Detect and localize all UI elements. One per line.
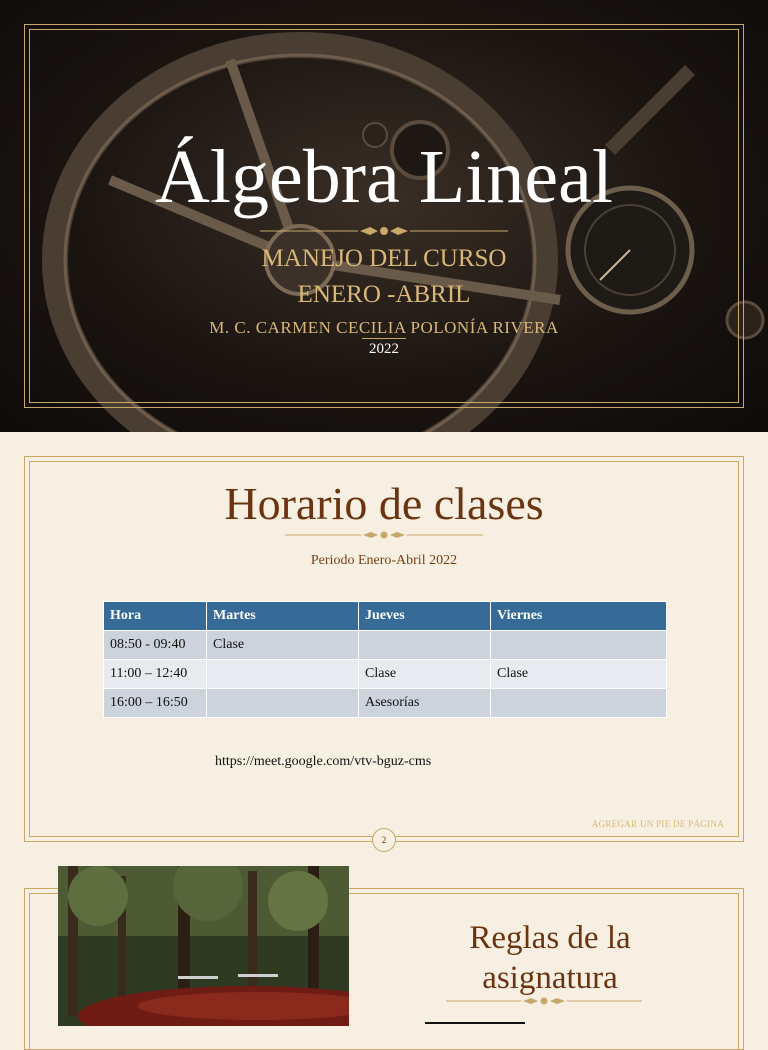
flourish-divider	[285, 529, 483, 541]
year-label: 2022	[369, 341, 399, 357]
table-row	[104, 660, 667, 689]
flourish-divider	[446, 995, 642, 1007]
schedule-slide	[0, 440, 768, 850]
table-cell: 11:00 – 12:40	[104, 660, 207, 689]
table-row	[104, 631, 667, 660]
table-cell: Clase	[207, 631, 359, 660]
rules-title: Reglas de la asignatura	[469, 920, 631, 996]
header-martes: Martes	[207, 602, 359, 631]
slide-title: Álgebra Lineal	[155, 135, 613, 219]
table-cell: Clase	[359, 660, 491, 689]
footer-placeholder: AGREGAR UN PIE DE PÁGINA	[591, 819, 724, 829]
meet-link[interactable]: https://meet.google.com/vtv-bguz-cms	[215, 754, 432, 769]
table-cell: Asesorías	[359, 689, 491, 718]
period-label: Periodo Enero-Abril 2022	[310, 553, 458, 568]
table-cell: 08:50 - 09:40	[104, 631, 207, 660]
author-name: M. C. CARMEN CECILIA POLONÍA RIVERA	[209, 318, 559, 337]
vintage-car-photo	[58, 866, 349, 1026]
table-cell	[207, 660, 359, 689]
title-slide	[0, 0, 768, 432]
table-cell	[359, 631, 491, 660]
schedule-title: Horario de clases	[224, 478, 544, 529]
table-header-row	[104, 602, 667, 631]
header-viernes: Viernes	[491, 602, 667, 631]
table-row	[104, 689, 667, 718]
table-cell: 16:00 – 16:50	[104, 689, 207, 718]
year-divider	[362, 338, 406, 339]
schedule-table	[103, 601, 667, 718]
table-cell	[491, 689, 667, 718]
table-cell	[207, 689, 359, 718]
subtitle-course: MANEJO DEL CURSO	[261, 245, 507, 272]
header-hora: Hora	[104, 602, 207, 631]
header-jueves: Jueves	[359, 602, 491, 631]
rules-slide	[0, 858, 768, 1024]
table-cell: Clase	[491, 660, 667, 689]
flourish-divider	[260, 224, 508, 238]
table-cell	[491, 631, 667, 660]
subtitle-period: ENERO -ABRIL	[297, 281, 471, 308]
page-number: 2	[372, 828, 396, 852]
